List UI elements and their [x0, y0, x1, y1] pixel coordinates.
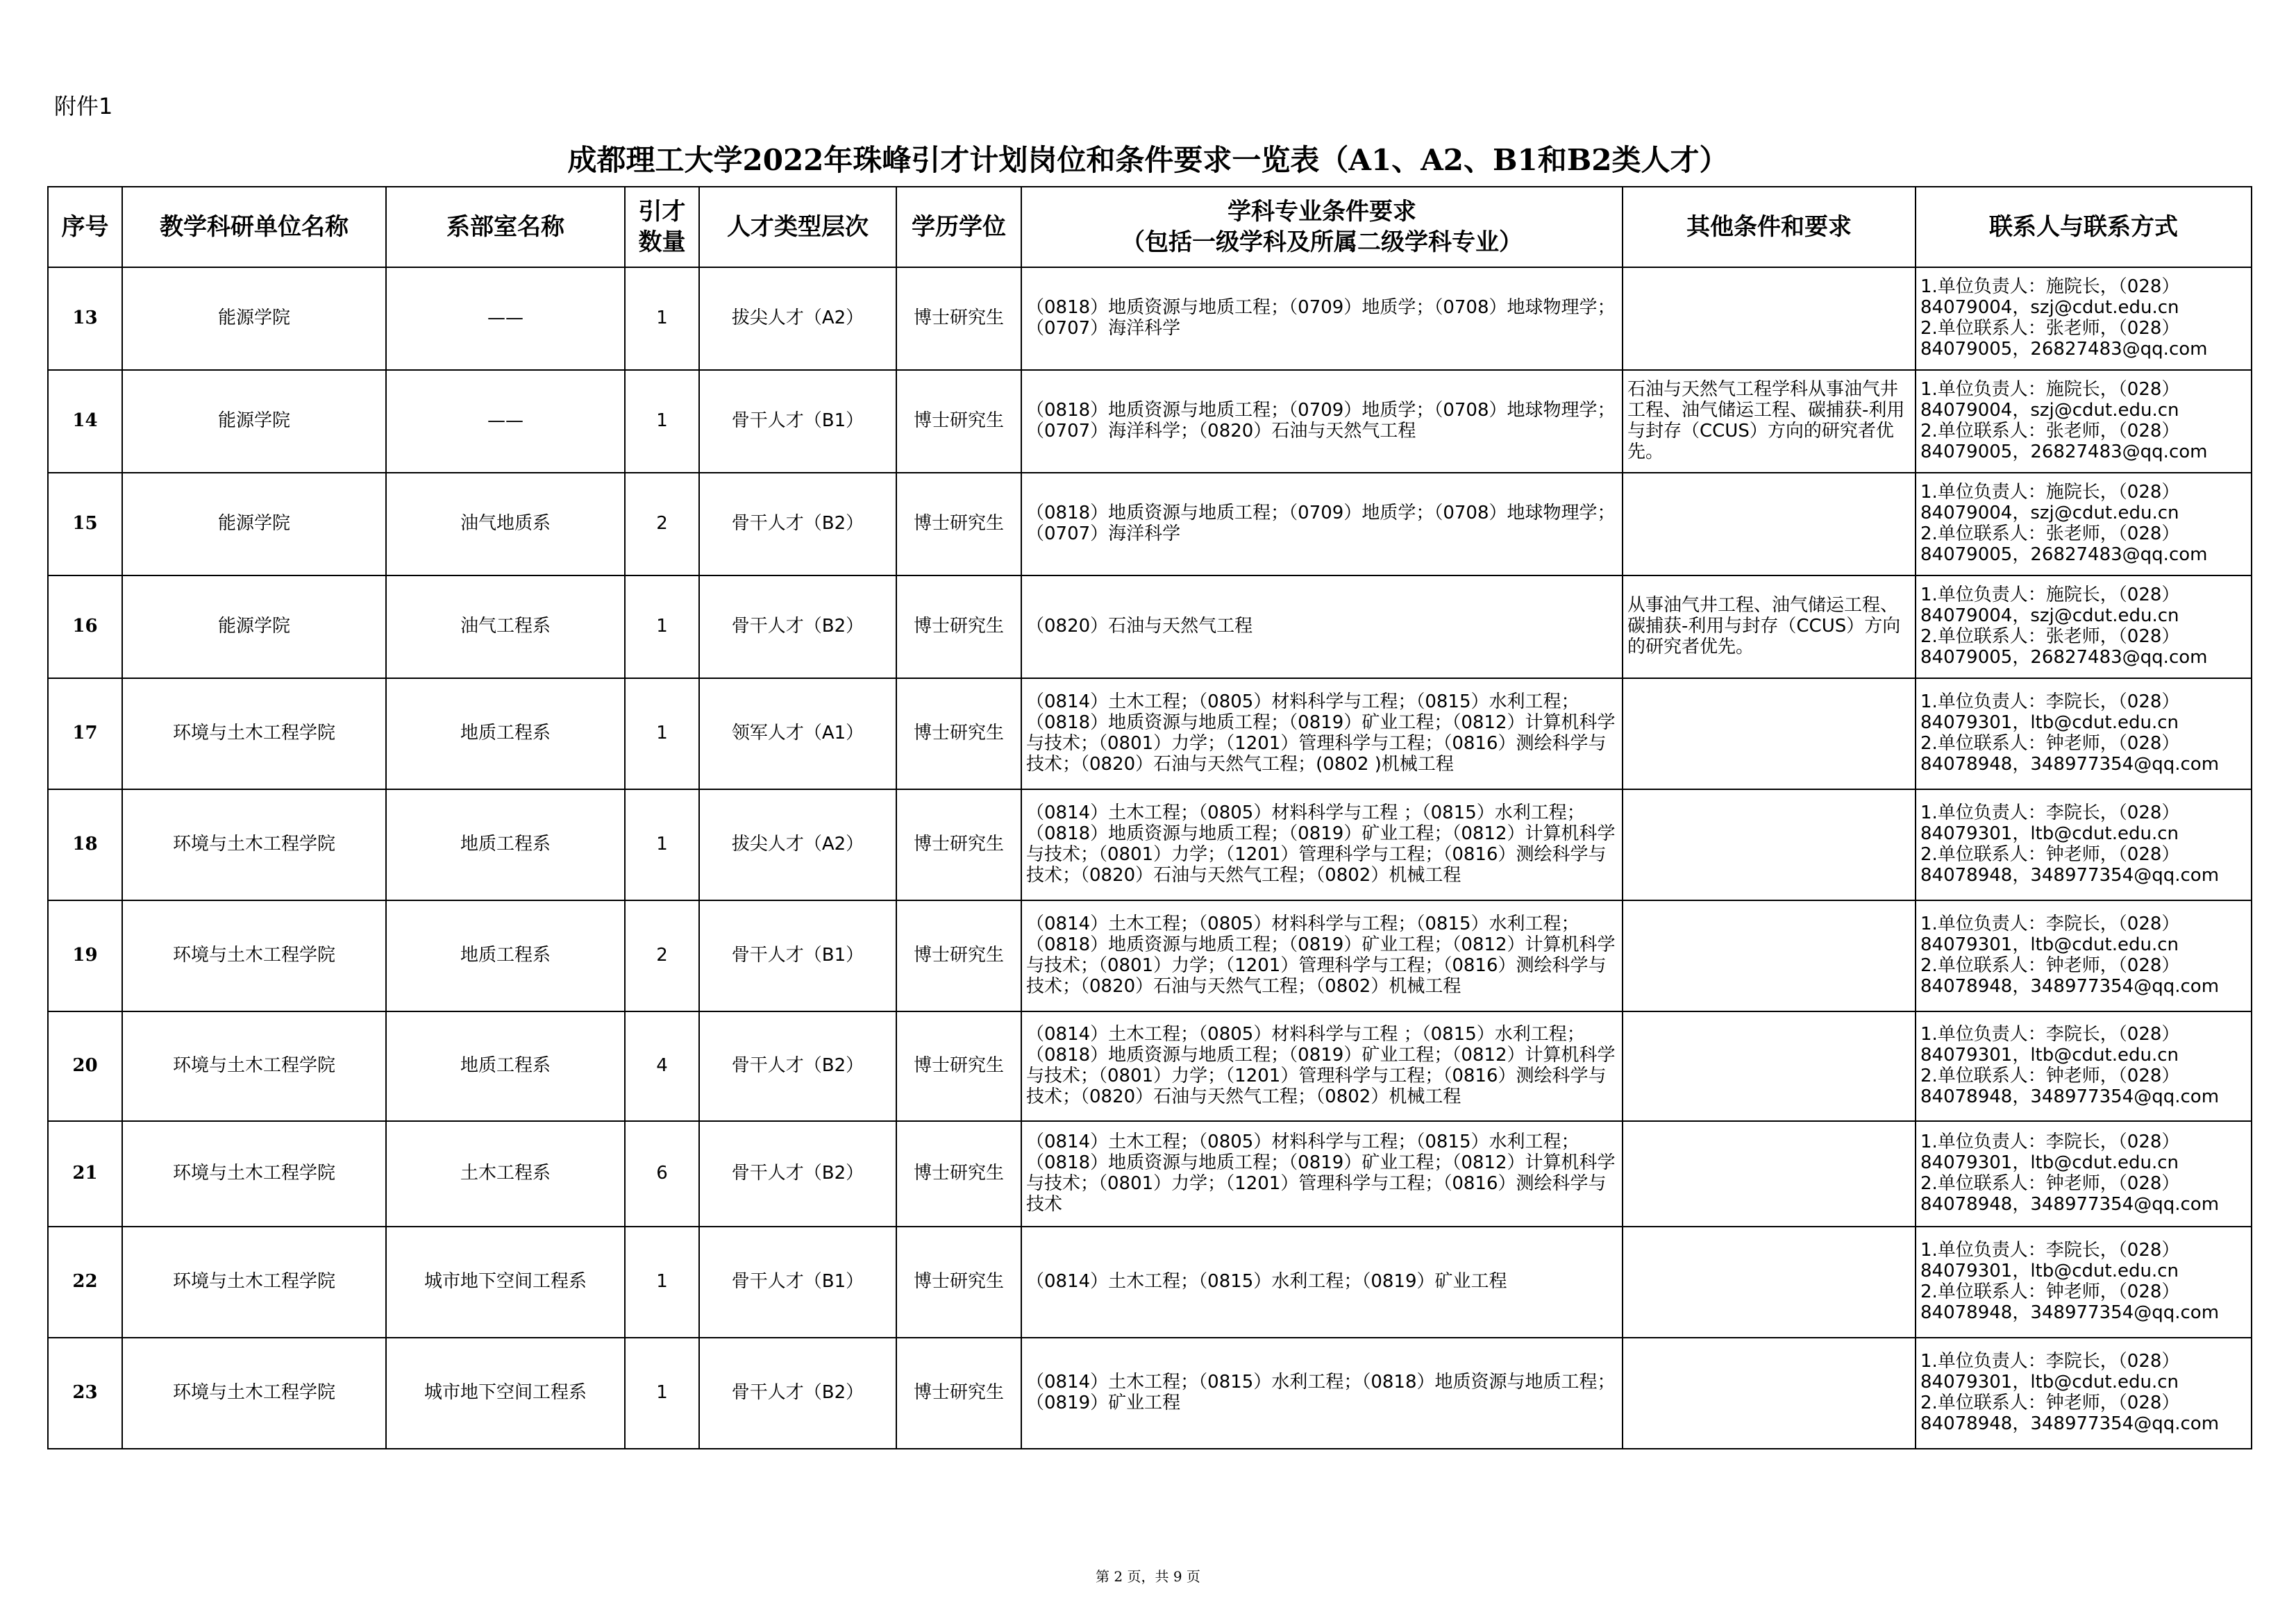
- dept-cell: 油气地质系: [386, 473, 625, 575]
- contact-line: 84079301，ltb@cdut.edu.cn: [1920, 934, 2179, 956]
- contact-cell: [1916, 1011, 2252, 1121]
- header-subject: [1021, 187, 1623, 267]
- subject-cell: （0814）土木工程；（0805）材料科学与工程；（0815）水利工程；（0818）地质资源与地质工程；（0819）矿业工程；（0812）计算机科学与技术；（0801）力学；（1201）管理科学与工程；（0816）测绘科学与技术；（0820）石油与天然气工程；（0802）机械工程: [1021, 900, 1623, 1011]
- subject-cell: （0818）地质资源与地质工程；（0709）地质学；（0708）地球物理学；（0707）海洋科学: [1021, 473, 1623, 575]
- count-cell: 1: [625, 789, 699, 900]
- contact-line: 1.单位负责人：李院长，（028）: [1920, 1240, 2180, 1261]
- other-cell: [1623, 473, 1916, 575]
- subject-cell: （0814）土木工程；（0815）水利工程；（0818）地质资源与地质工程；（0819）矿业工程: [1021, 1338, 1623, 1449]
- table-row: [48, 267, 2252, 370]
- seq-cell: 21: [48, 1121, 122, 1227]
- attachment-label: 附件1: [54, 93, 113, 119]
- header-type: 人才类型层次: [699, 187, 896, 267]
- contact-line: 84079301，ltb@cdut.edu.cn: [1920, 1045, 2179, 1066]
- unit-cell: 环境与土木工程学院: [122, 789, 386, 900]
- header-subject-line1: 学科专业条件要求: [1227, 197, 1416, 226]
- count-cell: 1: [625, 1338, 699, 1449]
- seq-cell: 16: [48, 575, 122, 678]
- subject-cell: （0820）石油与天然气工程: [1021, 575, 1623, 678]
- dept-cell: 地质工程系: [386, 678, 625, 789]
- degree-cell: 博士研究生: [896, 370, 1021, 473]
- subject-cell: （0814）土木工程；（0815）水利工程；（0819）矿业工程: [1021, 1227, 1623, 1338]
- dept-cell: 土木工程系: [386, 1121, 625, 1227]
- contact-line: 84079005，26827483@qq.com: [1920, 544, 2208, 565]
- other-cell: 石油与天然气工程学科从事油气井工程、油气储运工程、碳捕获-利用与封存（CCUS）方向的研究者优先。: [1623, 370, 1916, 473]
- table-row: [48, 900, 2252, 1011]
- contact-line: 84079005，26827483@qq.com: [1920, 441, 2208, 462]
- contact-line: 84079004，szj@cdut.edu.cn: [1920, 400, 2179, 421]
- header-count-line1: 引才: [638, 197, 686, 226]
- other-cell: [1623, 267, 1916, 370]
- table-row: [48, 370, 2252, 473]
- contact-line: 84079004，szj@cdut.edu.cn: [1920, 503, 2179, 524]
- contact-line: 84079301，ltb@cdut.edu.cn: [1920, 823, 2179, 845]
- unit-cell: 环境与土木工程学院: [122, 678, 386, 789]
- contact-line: 2.单位联系人：张老师，（028）: [1920, 626, 2180, 647]
- header-row: [48, 187, 2252, 267]
- type-cell: 骨干人才（B2）: [699, 575, 896, 678]
- other-cell: [1623, 1227, 1916, 1338]
- contact-line: 84079005，26827483@qq.com: [1920, 338, 2208, 360]
- contact-cell: [1916, 678, 2252, 789]
- type-cell: 领军人才（A1）: [699, 678, 896, 789]
- contact-cell: [1916, 789, 2252, 900]
- seq-cell: 17: [48, 678, 122, 789]
- subject-cell: （0814）土木工程；（0805）材料科学与工程；（0815）水利工程；（0818）地质资源与地质工程；（0819）矿业工程；（0812）计算机科学与技术；（0801）力学；（1201）管理科学与工程；（0816）测绘科学与技术；（0820）石油与天然气工程；(0802 )机械工程: [1021, 678, 1623, 789]
- type-cell: 骨干人才（B2）: [699, 1011, 896, 1121]
- degree-cell: 博士研究生: [896, 473, 1021, 575]
- count-cell: 1: [625, 1227, 699, 1338]
- unit-cell: 环境与土木工程学院: [122, 1011, 386, 1121]
- contact-cell: [1916, 473, 2252, 575]
- unit-cell: 环境与土木工程学院: [122, 900, 386, 1011]
- type-cell: 骨干人才（B1）: [699, 1227, 896, 1338]
- other-cell: [1623, 678, 1916, 789]
- contact-line: 2.单位联系人：钟老师，（028）: [1920, 1281, 2180, 1302]
- table-row: [48, 473, 2252, 575]
- seq-cell: 15: [48, 473, 122, 575]
- table-body: [48, 267, 2252, 1449]
- contact-cell: [1916, 370, 2252, 473]
- dept-cell: 地质工程系: [386, 1011, 625, 1121]
- subject-cell: （0814）土木工程；（0805）材料科学与工程；（0815）水利工程；（0818）地质资源与地质工程；（0819）矿业工程；（0812）计算机科学与技术；（0801）力学；（1201）管理科学与工程；（0816）测绘科学与技术: [1021, 1121, 1623, 1227]
- contact-line: 2.单位联系人：钟老师，（028）: [1920, 733, 2180, 754]
- dept-cell: 地质工程系: [386, 900, 625, 1011]
- dept-cell: 城市地下空间工程系: [386, 1227, 625, 1338]
- contact-line: 2.单位联系人：钟老师，（028）: [1920, 955, 2180, 976]
- contact-cell: [1916, 900, 2252, 1011]
- contact-line: 1.单位负责人：李院长，（028）: [1920, 1132, 2180, 1153]
- count-cell: 4: [625, 1011, 699, 1121]
- contact-line: 84079301，ltb@cdut.edu.cn: [1920, 1261, 2179, 1282]
- contact-cell: [1916, 575, 2252, 678]
- contact-line: 1.单位负责人：施院长，（028）: [1920, 379, 2180, 401]
- dept-cell: 油气工程系: [386, 575, 625, 678]
- degree-cell: 博士研究生: [896, 1338, 1021, 1449]
- page-footer: 第 2 页，共 9 页: [1096, 1568, 1200, 1585]
- contact-line: 84079301，ltb@cdut.edu.cn: [1920, 712, 2179, 734]
- seq-cell: 20: [48, 1011, 122, 1121]
- type-cell: 骨干人才（B1）: [699, 370, 896, 473]
- table-row: [48, 1011, 2252, 1121]
- contact-line: 1.单位负责人：李院长，（028）: [1920, 1024, 2180, 1045]
- header-unit: 教学科研单位名称: [122, 187, 386, 267]
- contact-line: 2.单位联系人：钟老师，（028）: [1920, 844, 2180, 865]
- contact-cell: [1916, 1121, 2252, 1227]
- unit-cell: 能源学院: [122, 267, 386, 370]
- type-cell: 骨干人才（B1）: [699, 900, 896, 1011]
- contact-line: 84078948，348977354@qq.com: [1920, 1193, 2220, 1215]
- type-cell: 拔尖人才（A2）: [699, 789, 896, 900]
- degree-cell: 博士研究生: [896, 900, 1021, 1011]
- contact-line: 84079004，szj@cdut.edu.cn: [1920, 605, 2179, 627]
- degree-cell: 博士研究生: [896, 678, 1021, 789]
- unit-cell: 环境与土木工程学院: [122, 1338, 386, 1449]
- header-other: 其他条件和要求: [1623, 187, 1916, 267]
- dept-cell: ——: [386, 267, 625, 370]
- table-row: [48, 1227, 2252, 1338]
- degree-cell: 博士研究生: [896, 267, 1021, 370]
- seq-cell: 18: [48, 789, 122, 900]
- dept-cell: ——: [386, 370, 625, 473]
- table-row: [48, 789, 2252, 900]
- unit-cell: 能源学院: [122, 473, 386, 575]
- dept-cell: 城市地下空间工程系: [386, 1338, 625, 1449]
- header-subject-line2: （包括一级学科及所属二级学科专业）: [1121, 228, 1523, 256]
- count-cell: 2: [625, 900, 699, 1011]
- contact-line: 84079301，ltb@cdut.edu.cn: [1920, 1372, 2179, 1393]
- contact-line: 84078948，348977354@qq.com: [1920, 1413, 2220, 1434]
- contact-line: 84079301，ltb@cdut.edu.cn: [1920, 1152, 2179, 1174]
- positions-table: [47, 186, 2252, 1449]
- other-cell: [1623, 1121, 1916, 1227]
- unit-cell: 能源学院: [122, 575, 386, 678]
- header-dept: 系部室名称: [386, 187, 625, 267]
- count-cell: 2: [625, 473, 699, 575]
- contact-line: 2.单位联系人：张老师，（028）: [1920, 318, 2180, 339]
- contact-line: 1.单位负责人：施院长，（028）: [1920, 276, 2180, 298]
- document-title: 成都理工大学2022年珠峰引才计划岗位和条件要求一览表（A1、A2、B1和B2类人才）: [567, 143, 1729, 177]
- contact-line: 1.单位负责人：施院长，（028）: [1920, 482, 2180, 503]
- header-seq: 序号: [48, 187, 122, 267]
- table-row: [48, 575, 2252, 678]
- count-cell: 1: [625, 370, 699, 473]
- degree-cell: 博士研究生: [896, 1227, 1021, 1338]
- degree-cell: 博士研究生: [896, 789, 1021, 900]
- table-row: [48, 678, 2252, 789]
- contact-line: 84079004，szj@cdut.edu.cn: [1920, 297, 2179, 319]
- unit-cell: 环境与土木工程学院: [122, 1227, 386, 1338]
- subject-cell: （0814）土木工程；（0805）材料科学与工程 ；（0815）水利工程；（0818）地质资源与地质工程；（0819）矿业工程；（0812）计算机科学与技术；（0801）力学；（1201）管理科学与工程；（0816）测绘科学与技术；（0820）石油与天然气工程；（0802）机械工程: [1021, 789, 1623, 900]
- subject-cell: （0818）地质资源与地质工程；（0709）地质学；（0708）地球物理学；（0707）海洋科学；（0820）石油与天然气工程: [1021, 370, 1623, 473]
- seq-cell: 22: [48, 1227, 122, 1338]
- degree-cell: 博士研究生: [896, 1011, 1021, 1121]
- degree-cell: 博士研究生: [896, 575, 1021, 678]
- count-cell: 1: [625, 267, 699, 370]
- other-cell: 从事油气井工程、油气储运工程、碳捕获-利用与封存（CCUS）方向的研究者优先。: [1623, 575, 1916, 678]
- contact-line: 2.单位联系人：钟老师，（028）: [1920, 1066, 2180, 1086]
- other-cell: [1623, 789, 1916, 900]
- contact-line: 2.单位联系人：张老师，（028）: [1920, 421, 2180, 442]
- contact-line: 84079005，26827483@qq.com: [1920, 646, 2208, 668]
- type-cell: 骨干人才（B2）: [699, 473, 896, 575]
- dept-cell: 地质工程系: [386, 789, 625, 900]
- contact-line: 1.单位负责人：李院长，（028）: [1920, 691, 2180, 713]
- seq-cell: 23: [48, 1338, 122, 1449]
- contact-line: 1.单位负责人：李院长，（028）: [1920, 1351, 2180, 1372]
- count-cell: 1: [625, 678, 699, 789]
- type-cell: 拔尖人才（A2）: [699, 267, 896, 370]
- seq-cell: 14: [48, 370, 122, 473]
- header-degree: 学历学位: [896, 187, 1021, 267]
- contact-line: 1.单位负责人：李院长，（028）: [1920, 802, 2180, 824]
- seq-cell: 19: [48, 900, 122, 1011]
- degree-cell: 博士研究生: [896, 1121, 1021, 1227]
- contact-line: 1.单位负责人：李院长，（028）: [1920, 914, 2180, 935]
- contact-line: 84078948，348977354@qq.com: [1920, 864, 2220, 886]
- contact-line: 84078948，348977354@qq.com: [1920, 1086, 2220, 1107]
- unit-cell: 环境与土木工程学院: [122, 1121, 386, 1227]
- subject-cell: （0818）地质资源与地质工程；（0709）地质学；（0708）地球物理学；（0707）海洋科学: [1021, 267, 1623, 370]
- contact-line: 2.单位联系人：钟老师，（028）: [1920, 1173, 2180, 1194]
- contact-line: 84078948，348977354@qq.com: [1920, 975, 2220, 997]
- subject-cell: （0814）土木工程；（0805）材料科学与工程 ；（0815）水利工程；（0818）地质资源与地质工程；（0819）矿业工程；（0812）计算机科学与技术；（0801）力学；（1201）管理科学与工程；（0816）测绘科学与技术；（0820）石油与天然气工程；（0802）机械工程: [1021, 1011, 1623, 1121]
- type-cell: 骨干人才（B2）: [699, 1121, 896, 1227]
- other-cell: [1623, 1011, 1916, 1121]
- contact-line: 1.单位负责人：施院长，（028）: [1920, 585, 2180, 606]
- header-count: [625, 187, 699, 267]
- seq-cell: 13: [48, 267, 122, 370]
- contact-line: 2.单位联系人：张老师，（028）: [1920, 523, 2180, 544]
- other-cell: [1623, 1338, 1916, 1449]
- table-row: [48, 1338, 2252, 1449]
- contact-line: 84078948，348977354@qq.com: [1920, 1302, 2220, 1323]
- unit-cell: 能源学院: [122, 370, 386, 473]
- other-cell: [1623, 900, 1916, 1011]
- type-cell: 骨干人才（B2）: [699, 1338, 896, 1449]
- contact-line: 2.单位联系人：钟老师，（028）: [1920, 1393, 2180, 1413]
- header-contact: 联系人与联系方式: [1916, 187, 2252, 267]
- contact-line: 84078948，348977354@qq.com: [1920, 753, 2220, 775]
- contact-cell: [1916, 1227, 2252, 1338]
- table-row: [48, 1121, 2252, 1227]
- contact-cell: [1916, 1338, 2252, 1449]
- header-count-line2: 数量: [638, 228, 686, 256]
- contact-cell: [1916, 267, 2252, 370]
- count-cell: 6: [625, 1121, 699, 1227]
- count-cell: 1: [625, 575, 699, 678]
